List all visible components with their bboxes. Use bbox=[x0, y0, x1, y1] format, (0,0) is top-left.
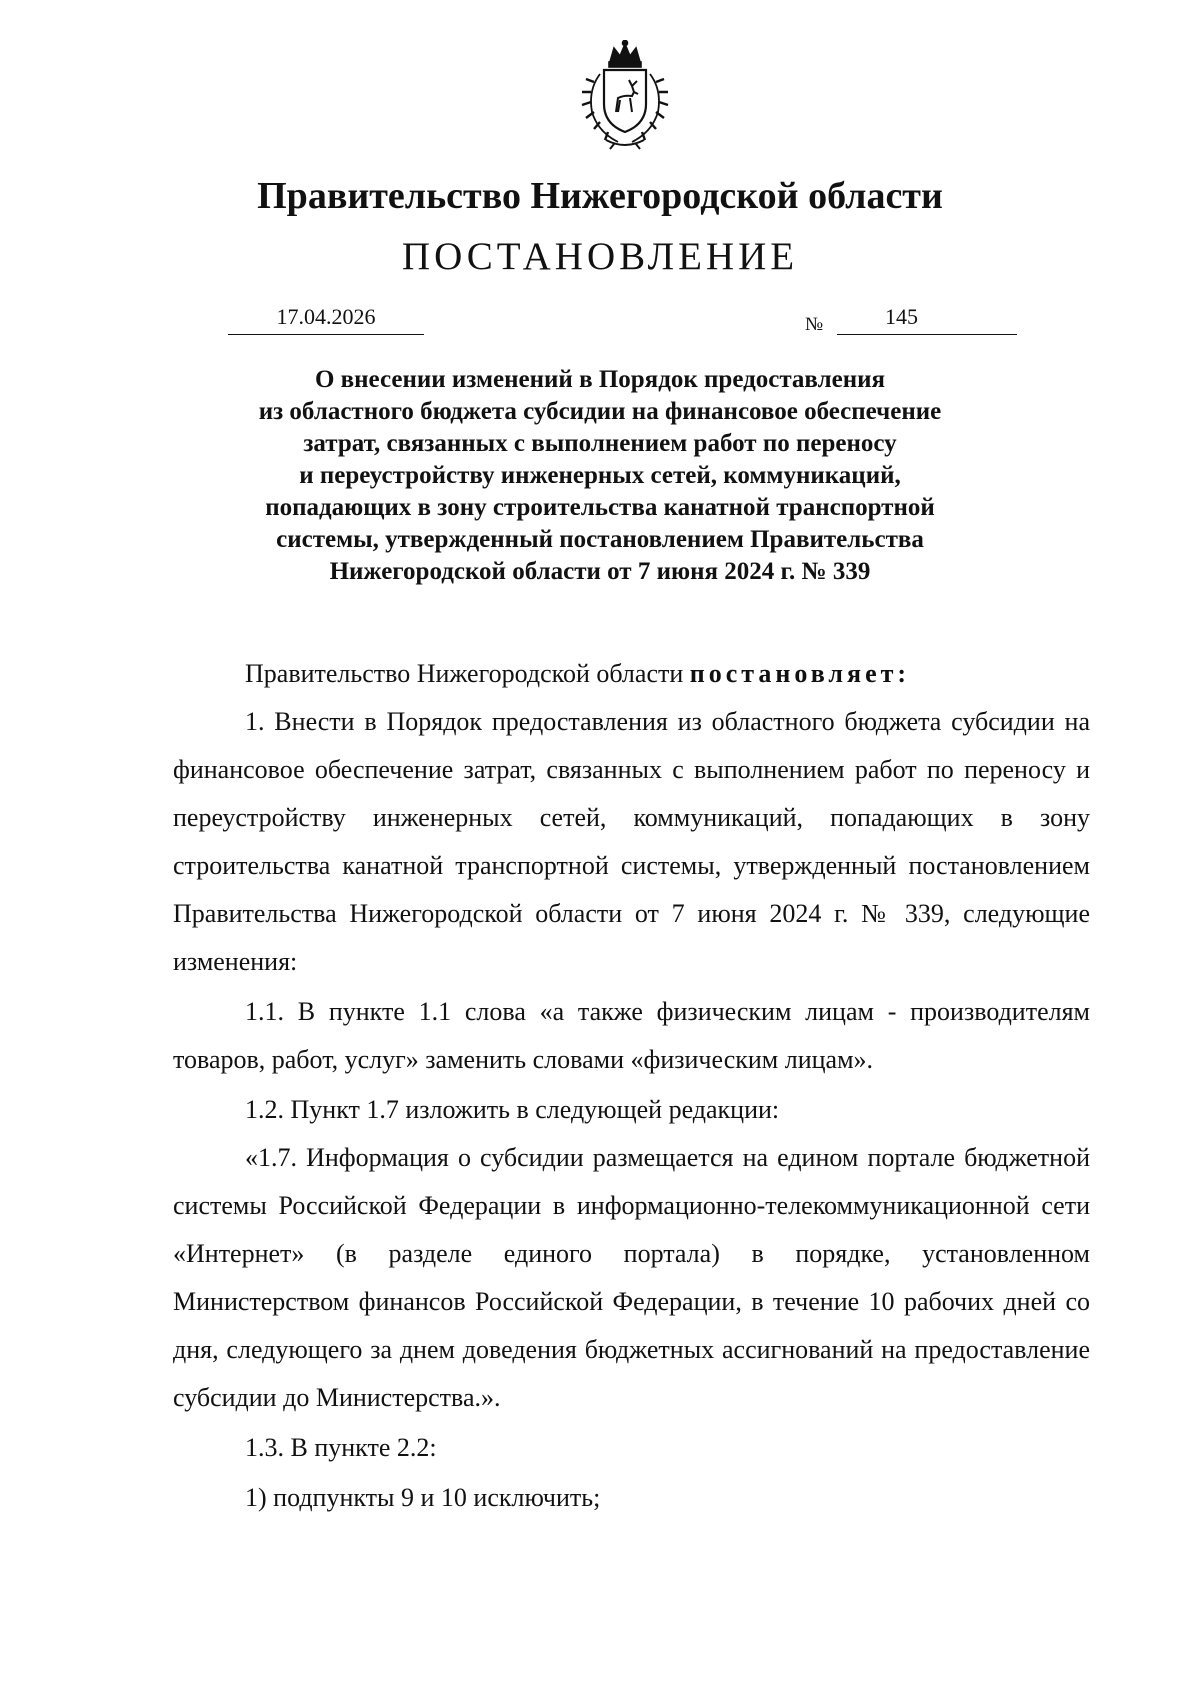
document-number: 145 bbox=[885, 304, 918, 329]
document-type: ПОСТАНОВЛЕНИЕ bbox=[401, 235, 799, 278]
title-line: Нижегородской области от 7 июня 2024 г. № 339 bbox=[329, 558, 871, 585]
title-line: и переустройству инженерных сетей, коммуникаций, bbox=[299, 462, 901, 489]
paragraph-1-2: 1.2. Пункт 1.7 изложить в следующей редакции: bbox=[245, 1095, 780, 1124]
paragraph-1: 1. Внести в Порядок предоставления из областного бюджета субсидии на финансовое обеспечение затрат, связанных с выполнением работ по переносу и переустройству инженерных сетей, коммуникаций, попадающих в зону строительства канатной транспортной системы, утвержденный постановлением Правительства Нижегородской области от 7 июня 2024 г. № 339, следующие изменения: bbox=[173, 707, 1090, 976]
coat-of-arms-icon bbox=[572, 40, 678, 150]
document-title bbox=[200, 364, 1000, 588]
subparagraph-1: 1) подпункты 9 и 10 исключить; bbox=[245, 1483, 601, 1512]
document-date: 17.04.2026 bbox=[228, 302, 424, 335]
title-line: О внесении изменений в Порядок предоставления bbox=[314, 366, 886, 393]
paragraph-1-7-quote: «1.7. Информация о субсидии размещается на едином портале бюджетной системы Российской Федерации в информационно-телекоммуникационной сети «Интернет» (в разделе единого портала) в порядке, установленном Министерством финансов Российской Федерации, в течение 10 рабочих дней со дня, следующего за днем доведения бюджетных ассигнований на предоставление субсидии до Министерства.». bbox=[173, 1143, 1090, 1412]
organization-name: Правительство Нижегородской области bbox=[257, 175, 943, 217]
intro-text: Правительство Нижегородской области bbox=[245, 659, 690, 688]
title-line: затрат, связанных с выполнением работ по переносу bbox=[303, 430, 897, 457]
document-number-field bbox=[837, 302, 1017, 335]
title-line: из областного бюджета субсидии на финансовое обеспечение bbox=[258, 398, 942, 425]
title-line: попадающих в зону строительства канатной транспортной bbox=[265, 494, 935, 521]
document-body bbox=[173, 650, 1090, 1522]
title-line: системы, утвержденный постановлением Правительства bbox=[276, 526, 924, 553]
paragraph-1-1: 1.1. В пункте 1.1 слова «а также физическим лицам - производителям товаров, работ, услуг» заменить словами «физическим лицам». bbox=[173, 997, 1090, 1074]
intro-verb: постановляет: bbox=[689, 659, 911, 688]
number-sign: № bbox=[805, 314, 824, 335]
paragraph-1-3: 1.3. В пункте 2.2: bbox=[245, 1433, 437, 1462]
intro-paragraph bbox=[173, 650, 1090, 698]
